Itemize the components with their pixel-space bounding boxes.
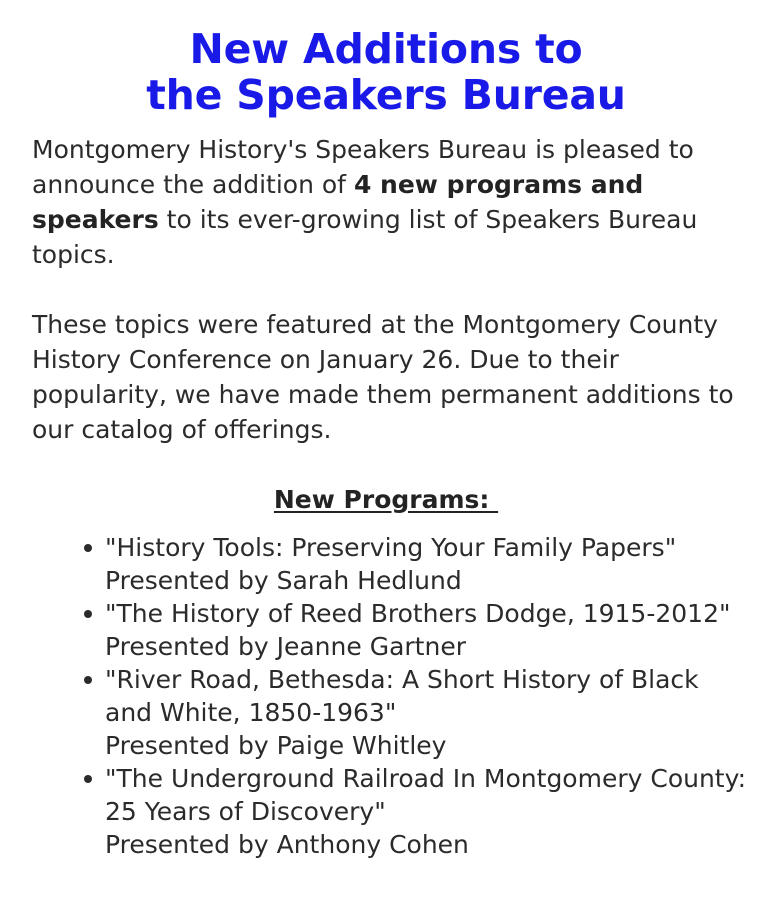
intro-paragraph	[32, 132, 742, 272]
list-item	[82, 762, 752, 861]
intro-paragraph-text-before-bold: Montgomery History's Speakers Bureau is pleased to announce the addition of	[32, 135, 694, 199]
intro-paragraph-text-after-bold: to its ever-growing list of Speakers Bureau topics.	[32, 205, 698, 269]
intro-paragraph-emphasis: 4 new programs and speakers	[32, 170, 644, 234]
page-title-line-2: the Speakers Bureau	[146, 71, 626, 119]
program-list	[0, 531, 772, 861]
list-item	[82, 663, 752, 762]
program-title: "River Road, Bethesda: A Short History of Black and White, 1850-1963"	[105, 665, 699, 727]
program-title: "History Tools: Preserving Your Family Papers"	[105, 533, 677, 562]
list-item	[82, 597, 752, 663]
section-heading-new-programs	[0, 483, 772, 517]
section-heading-underlined-text: New Programs:	[273, 485, 499, 514]
context-paragraph: These topics were featured at the Montgomery County History Conference on January 26. Due to their popularity, we have made them permanent additions to our catalog of offerings.	[32, 310, 734, 444]
program-presenter: Presented by Anthony Cohen	[105, 830, 469, 859]
list-item	[82, 531, 752, 597]
program-title: "The Underground Railroad In Montgomery County: 25 Years of Discovery"	[105, 764, 747, 826]
page-title	[0, 0, 772, 118]
program-presenter: Presented by Jeanne Gartner	[105, 632, 466, 661]
page-title-line-1: New Additions to	[189, 25, 583, 73]
body-copy	[0, 132, 772, 447]
program-presenter: Presented by Paige Whitley	[105, 731, 447, 760]
program-presenter: Presented by Sarah Hedlund	[105, 566, 462, 595]
program-title: "The History of Reed Brothers Dodge, 1915-2012"	[105, 599, 731, 628]
